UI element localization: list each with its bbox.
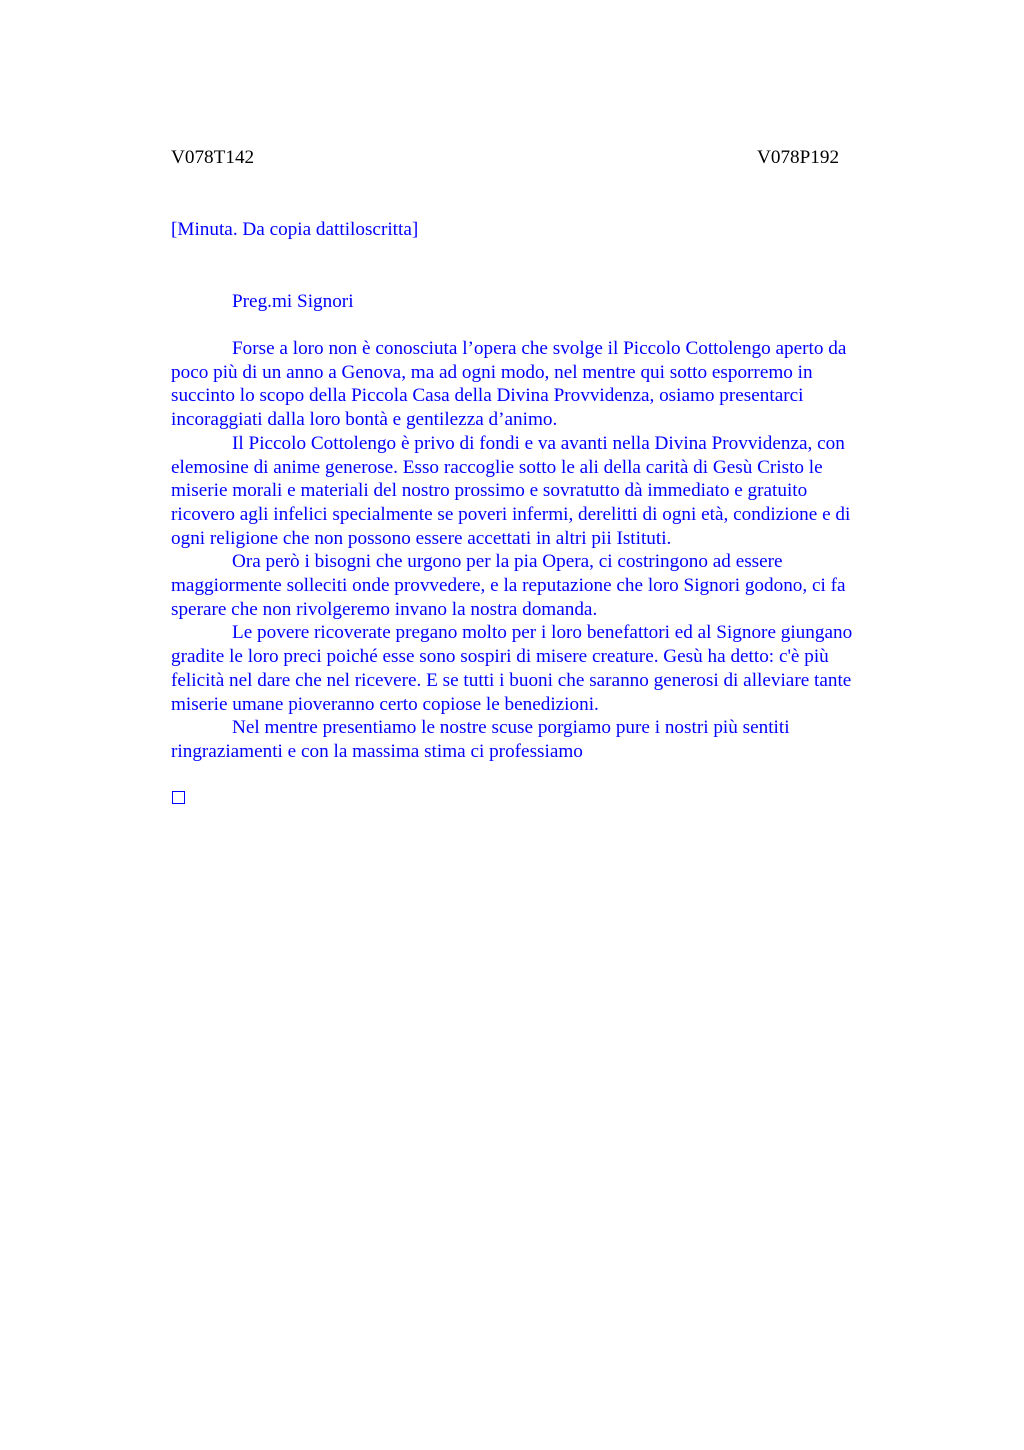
empty-box-icon [172, 791, 185, 804]
paragraph-line: sperare che non rivolgeremo invano la nostra domanda. [171, 598, 598, 620]
paragraph-line: succinto lo scopo della Piccola Casa della Divina Provvidenza, osiamo presentarci [171, 385, 804, 407]
paragraph-line: ricovero agli infelici specialmente se poveri infermi, derelitti di ogni età, condizione e di [171, 503, 851, 525]
paragraph-line: miserie morali e materiali del nostro prossimo e sovratutto dà immediato e gratuito [171, 480, 808, 502]
letter-body [171, 337, 911, 764]
paragraph-line: Nel mentre presentiamo le nostre scuse porgiamo pure i nostri più sentiti [232, 717, 790, 739]
paragraph-line: miserie umane pioveranno certo copiose le benedizioni. [171, 693, 599, 715]
paragraph-line: elemosine di anime generose. Esso raccoglie sotto le ali della carità di Gesù Cristo le [171, 456, 823, 478]
paragraph-line: Ora però i bisogni che urgono per la pia Opera, ci costringono ad essere [232, 551, 783, 573]
paragraph-line: poco più di un anno a Genova, ma ad ogni modo, nel mentre qui sotto esporremo in [171, 361, 813, 383]
paragraph-line: incoraggiati dalla loro bontà e gentilezza d’animo. [171, 409, 558, 431]
header-left-code: V078T142 [171, 147, 255, 168]
source-note: [Minuta. Da copia dattiloscritta] [171, 219, 419, 240]
paragraph-line: felicità nel dare che nel ricevere. E se tutti i buoni che saranno generosi di alleviare tante [171, 669, 852, 691]
paragraph-line: ringraziamenti e con la massima stima ci professiamo [171, 740, 583, 762]
paragraph-line: Il Piccolo Cottolengo è privo di fondi e va avanti nella Divina Provvidenza, con [232, 432, 845, 454]
paragraph [171, 432, 911, 551]
paragraph-line: ogni religione che non possono essere accettati in altri pii Istituti. [171, 527, 672, 549]
paragraph-line: Forse a loro non è conosciuta l’opera che svolge il Piccolo Cottolengo aperto da [232, 338, 847, 359]
salutation: Preg.mi Signori [232, 291, 354, 312]
paragraph-line: maggiormente solleciti onde provvedere, e la reputazione che loro Signori godono, ci fa [171, 575, 846, 597]
paragraph-line: gradite le loro preci poiché esse sono sospiri di misere creature. Gesù ha detto: c'è più [171, 646, 829, 668]
header-right-code: V078P192 [757, 147, 840, 168]
paragraph [171, 716, 911, 763]
paragraph [171, 621, 911, 716]
paragraph [171, 337, 911, 432]
paragraph [171, 550, 911, 621]
paragraph-line: Le povere ricoverate pregano molto per i loro benefattori ed al Signore giungano [232, 622, 853, 644]
